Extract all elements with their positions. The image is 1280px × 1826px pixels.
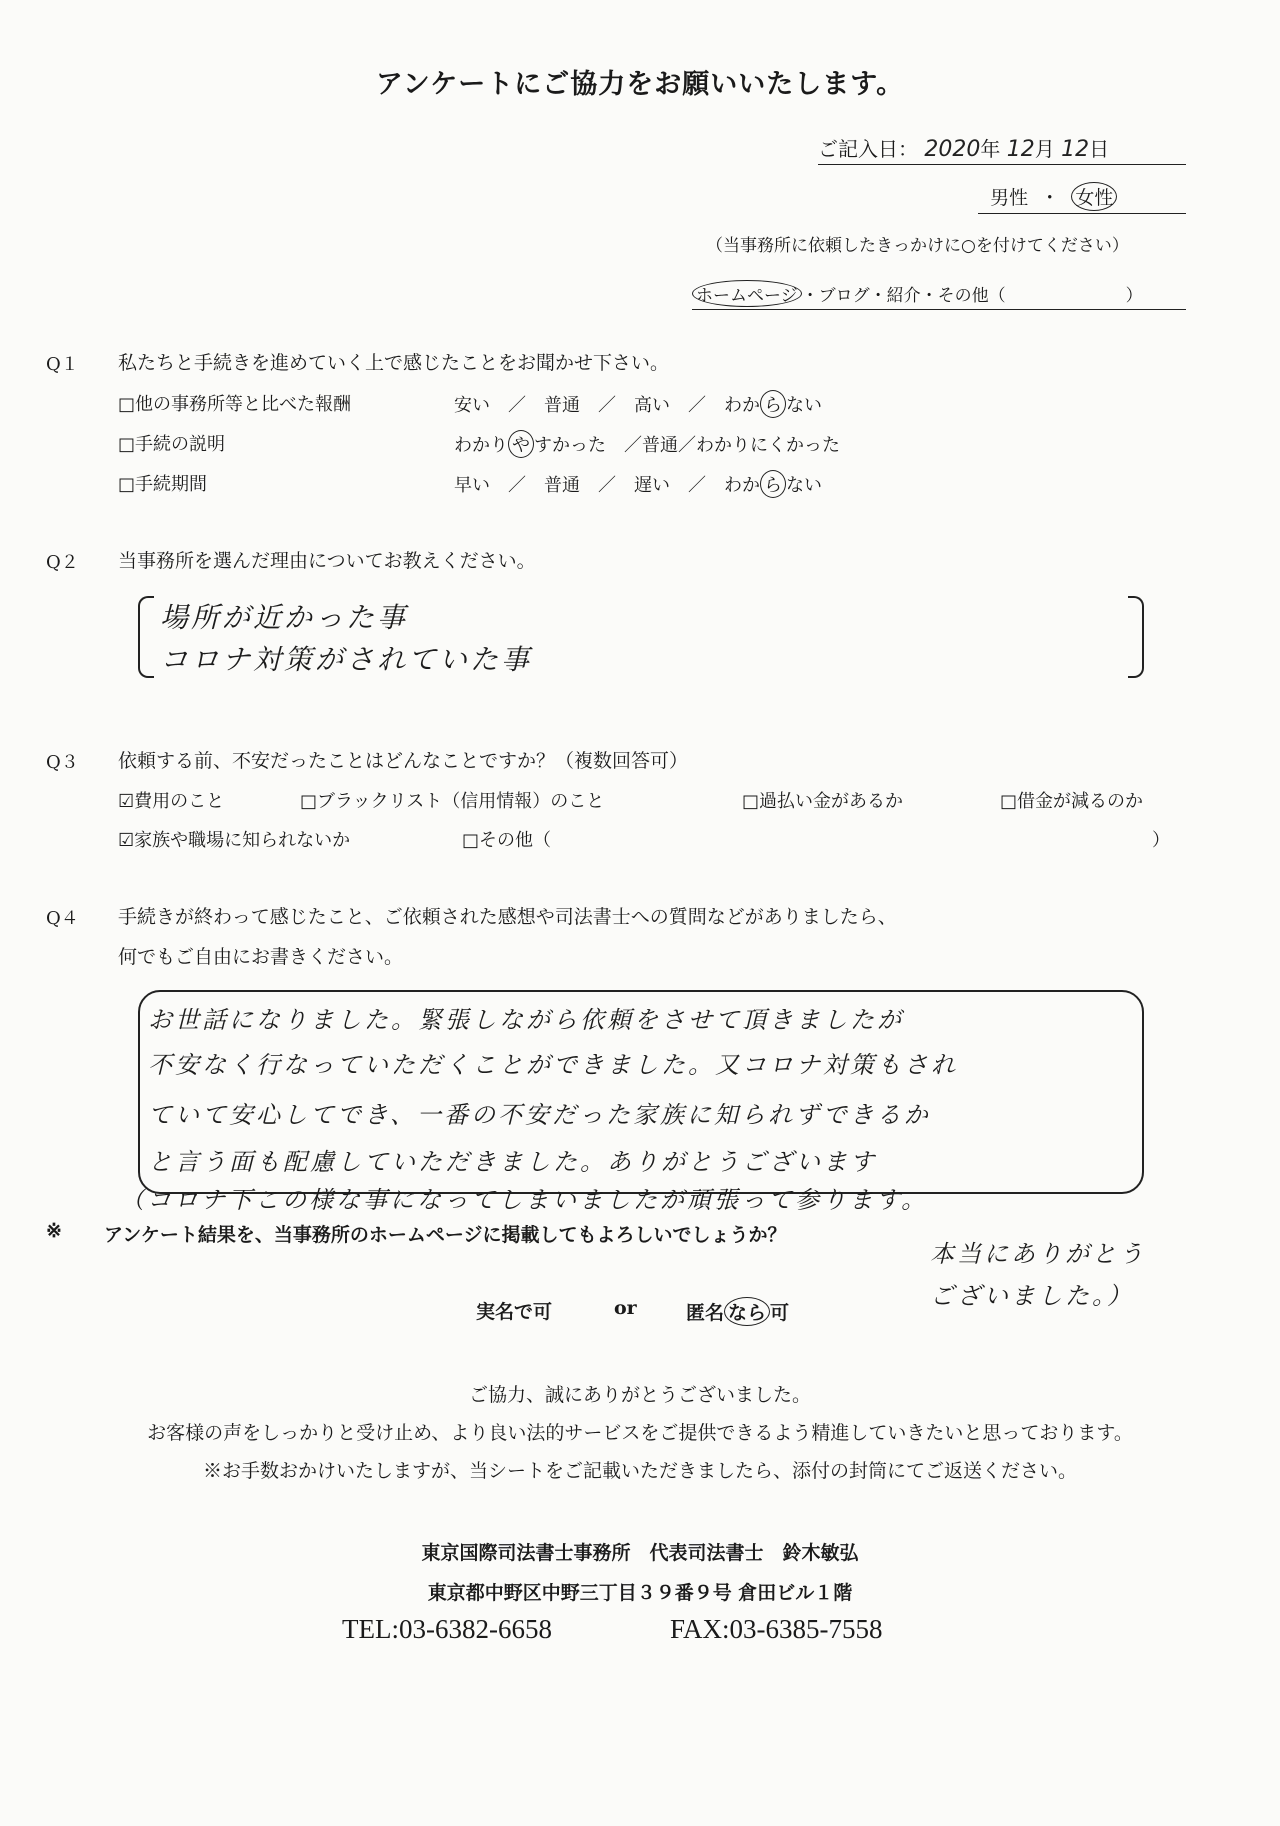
q4-number: Q４ [46,908,79,929]
footer-fax: FAX:03-6385-7558 [670,1614,883,1644]
footer-office: 東京国際司法書士事務所 代表司法書士 鈴木敏弘 [421,1542,859,1564]
q4-answer-tail1: 本当にありがとう [930,1240,1146,1268]
q3-option-family[interactable]: ☑家族や職場に知られないか [118,830,351,851]
publish-mark: ※ [46,1220,62,1242]
publish-or: or [614,1297,637,1319]
q1-row2-label[interactable]: □手続の説明 [118,434,226,455]
q2-text: 当事務所を選んだ理由についてお教えください。 [118,550,536,572]
q1-row1-circled[interactable]: ら [760,390,786,418]
entry-date-row [818,133,1186,165]
gender-female[interactable]: 女性 [1071,182,1117,211]
q3-option-blacklist[interactable]: □ブラックリスト（信用情報）のこと [300,791,605,812]
day-unit: 日 [1089,137,1110,161]
date-label: ご記入日： [818,137,918,161]
q1-row2-circled[interactable]: や [508,430,534,458]
q2-bracket-right [1128,596,1144,678]
q4-text-line2: 何でもご自由にお書きください。 [118,946,404,968]
publish-anon-post: 可 [770,1302,790,1324]
q1-row1-pre[interactable]: 安い ／ 普通 ／ 高い ／ わか [454,395,760,416]
publish-option-anonymous[interactable] [686,1297,789,1326]
q4-answer-tail2: ございました。） [930,1282,1134,1310]
q1-row1-options [454,390,822,418]
month-unit: 月 [1034,137,1055,161]
q3-option-cost[interactable]: ☑費用のこと [118,791,225,812]
q1-row1-post[interactable]: ない [786,395,822,416]
gender-row [978,182,1186,214]
year-unit: 年 [980,137,1001,161]
publish-question: アンケート結果を、当事務所のホームページに掲載してもよろしいでしょうか？ [104,1224,787,1246]
q1-number: Q１ [46,354,79,375]
publish-anon-pre: 匿名 [686,1302,725,1324]
gender-male[interactable]: 男性 [990,187,1029,209]
q1-row3-pre[interactable]: 早い ／ 普通 ／ 遅い ／ わか [454,475,760,496]
q1-row3-options [454,470,822,498]
trigger-note: （当事務所に依頼したきっかけに○を付けてください） [706,236,1129,256]
q1-text: 私たちと手続きを進めていく上で感じたことをお聞かせ下さい。 [118,352,670,374]
q4-answer-line4: と言う面も配慮していただきました。ありがとうございます [148,1148,877,1176]
date-day: 12 [1061,137,1090,162]
q1-row2-post[interactable]: すかった ／普通／わかりにくかった [534,435,840,456]
footer-address: 東京都中野区中野三丁目３９番９号 倉田ビル１階 [427,1582,853,1604]
q3-number: Q３ [46,752,79,773]
q2-number: Q２ [46,552,79,573]
q1-row1-label[interactable]: □他の事務所等と比べた報酬 [118,394,352,415]
q1-row3-circled[interactable]: ら [760,470,786,498]
q1-row2-pre[interactable]: わかり [454,435,508,456]
thanks-line3: ※お手数おかけいたしますが、当シートをご記載いただきましたら、添付の封筒にてご返送ください。 [202,1460,1077,1482]
q3-option-other-close: ） [1152,830,1170,851]
date-year: 2020 [924,137,981,162]
thanks-line2: お客様の声をしっかりと受け止め、より良い法的サービスをご提供できるよう精進していきたいと思っております。 [147,1422,1133,1444]
publish-option-real-name[interactable]: 実名で可 [476,1301,553,1323]
trigger-rest: ・ブログ・紹介・その他（ [801,286,1006,306]
q3-option-overpayment[interactable]: □過払い金があるか [742,791,904,812]
q2-answer-line2: コロナ対策がされていた事 [160,643,533,676]
q3-option-other[interactable]: □その他（ [462,830,552,851]
q2-answer-line1: 場所が近かった事 [160,601,409,634]
page-title: アンケートにご協力をお願いいたします。 [375,69,905,100]
q4-answer-line3: ていて安心してでき、一番の不安だった家族に知られずできるか [148,1101,931,1129]
trigger-close: ） [1125,286,1143,306]
trigger-homepage[interactable]: ホームページ [692,280,802,307]
q4-answer-line5: （コロナ下この様な事になってしまいましたが頑張って参ります。 [120,1186,929,1214]
q4-answer-line1: お世話になりました。緊張しながら依頼をさせて頂きましたが [148,1006,904,1034]
gender-sep: ・ [1040,187,1060,209]
thanks-line1: ご協力、誠にありがとうございました。 [468,1384,811,1406]
q4-text-line1: 手続きが終わって感じたこと、ご依頼された感想や司法書士への質問などがありましたら、 [118,906,897,928]
q3-text: 依頼する前、不安だったことはどんなことですか？（複数回答可） [118,750,689,772]
q2-bracket-left [138,596,154,678]
q3-option-debt[interactable]: □借金が減るのか [1000,791,1144,812]
footer-tel: TEL:03-6382-6658 [342,1614,552,1644]
q1-row3-post[interactable]: ない [786,475,822,496]
q4-answer-line2: 不安なく行なっていただくことができました。又コロナ対策もされ [148,1051,958,1079]
trigger-options [692,280,1186,310]
q1-row2-options [454,430,840,458]
q1-row3-label[interactable]: □手続期間 [118,474,208,495]
date-month: 12 [1006,137,1035,162]
publish-anon-circled: なら [724,1297,770,1326]
